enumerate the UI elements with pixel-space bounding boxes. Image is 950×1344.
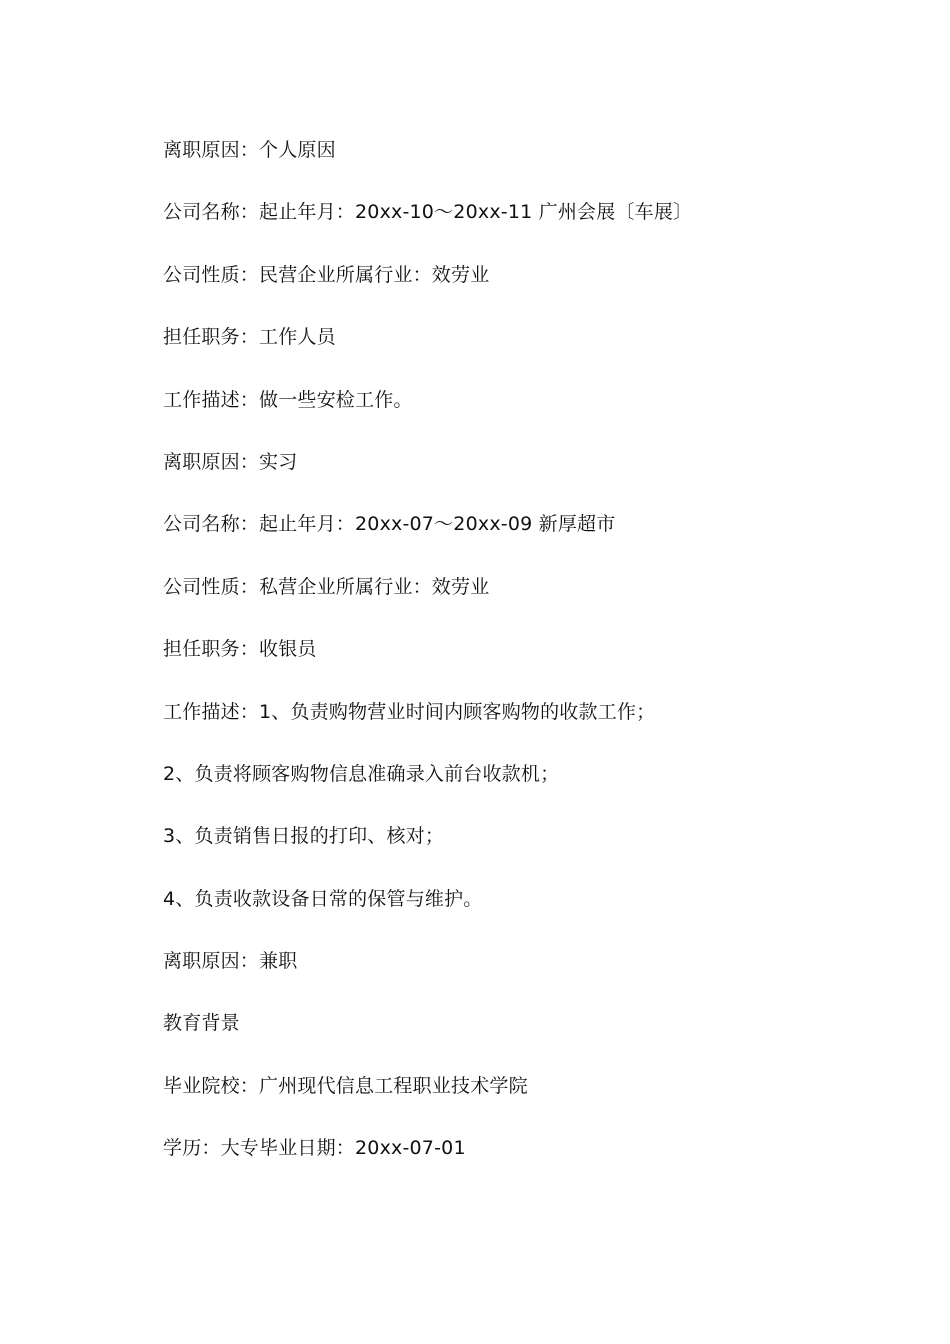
text-line-company-name-2: 公司名称：起止年月：20xx-07～20xx-09 新厚超市	[163, 513, 616, 536]
text-line-duty-2: 2、负责将顾客购物信息准确录入前台收款机；	[163, 762, 560, 785]
text-line-company-type-1: 公司性质：民营企业所属行业：效劳业	[163, 263, 490, 286]
text-line-duty-4: 4、负责收款设备日常的保管与维护。	[163, 887, 483, 910]
text-line-company-type-2: 公司性质：私营企业所属行业：效劳业	[163, 575, 490, 598]
section-heading-education: 教育背景	[163, 1012, 240, 1035]
text-line-job-description-1: 工作描述：做一些安检工作。	[163, 388, 413, 411]
text-line-leave-reason-3: 离职原因：兼职	[163, 950, 298, 973]
text-line-leave-reason-2: 离职原因：实习	[163, 450, 298, 473]
document-body	[163, 134, 883, 1195]
text-line-duty-3: 3、负责销售日报的打印、核对；	[163, 825, 445, 848]
text-line-school: 毕业院校：广州现代信息工程职业技术学院	[163, 1074, 528, 1097]
text-line-position-1: 担任职务：工作人员	[163, 326, 336, 349]
text-line-degree-graduation-date: 学历：大专毕业日期：20xx-07-01	[163, 1137, 466, 1160]
text-line-leave-reason-1: 离职原因：个人原因	[163, 139, 336, 161]
text-line-company-name-1: 公司名称：起止年月：20xx-10～20xx-11 广州会展〔车展〕	[163, 201, 693, 224]
text-line-position-2: 担任职务：收银员	[163, 638, 317, 661]
text-line-job-description-2: 工作描述：1、负责购物营业时间内顾客购物的收款工作；	[163, 700, 656, 723]
